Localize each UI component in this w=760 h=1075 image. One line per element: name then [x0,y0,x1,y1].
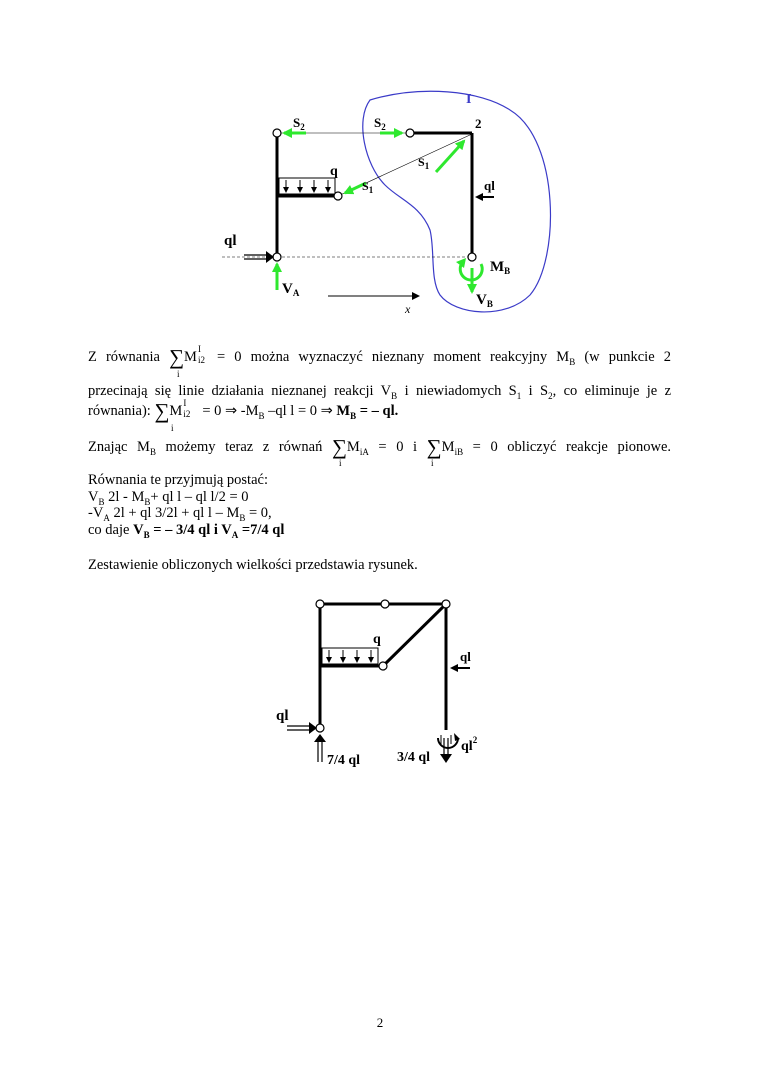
label-mb-value: $ql^2$ [461,735,478,754]
region-I-label: I [466,92,472,107]
label-vb: $V_B$ [476,292,493,309]
equation-2: $-V_A$ 2l + ql 3/2l + ql $l - M_B = 0$, [88,505,272,523]
hinge [273,253,281,261]
hinge [273,129,281,137]
hinge [334,192,342,200]
page-number: 2 [376,1015,384,1030]
hinge [379,662,387,670]
hinge [406,129,414,137]
hinge [442,600,450,608]
diagonal-strut [383,604,446,666]
label-va-value: 7/4 ql [327,753,361,768]
hinge [468,253,476,261]
label-ql-left: ql [276,708,289,724]
figure-free-body [0,0,760,330]
force-s1-right [436,141,464,172]
label-vb-value: 3/4 ql [397,750,431,765]
equations-block [88,472,671,538]
sum-index: i [431,458,434,468]
label-q: q [330,164,338,179]
region-I-boundary [363,91,551,312]
equation-1: $V_B$ $2l - M_B+$ ql l – ql l/2 = 0 [88,488,249,507]
label-ql-left: ql [224,233,237,249]
label-x-axis: x [405,302,411,316]
label-node-2: 2 [475,116,482,131]
equations-intro: Równania te przyjmują postać: [88,472,268,488]
paragraph-4: Znając $M_B$ możemy teraz z równań $\sum M_{iA} = 0$ i $\sum M_{iB} = 0$ obliczyć reakcje pionowe. [88,435,672,459]
figure-summary [0,580,760,780]
summary-text: Zestawienie obliczonych wielkości przedstawia rysunek. [88,557,418,573]
label-s2-right: $S_2$ [374,115,386,132]
distributed-load-q [279,178,335,194]
label-va: $V_A$ [282,281,300,298]
hinge [381,600,389,608]
label-ql-right: ql [460,649,471,664]
hinge [316,600,324,608]
force-va-result [314,734,326,762]
hinge [316,724,324,732]
label-s2-left: $S_2$ [293,115,305,132]
equation-result: co daje $V_B$ = – 3/4 ql i $V_A =7/4$ ql [88,521,285,540]
force-ql-left [287,722,317,734]
moment-mb-result [438,733,460,748]
label-ql-right: ql [484,178,495,193]
label-mb: $M_B$ [490,259,511,276]
sum-index: i [339,458,342,468]
label-s1-right: $S_1$ [418,155,430,171]
distributed-load-q [322,648,378,664]
paragraph-2: przecinają się linie działania nieznanej reakcji $V_B$ i niewiadomych $S_1$ i $S_2$, co eliminuje je z [88,383,672,401]
paragraph-3: równania): ∑M I i2 = 0 ⇒ $-M_B$ –ql l = 0 ⇒ $M_B$ = – ql. [88,398,399,423]
sum-index: i [177,369,180,379]
label-s1-left: $S_1$ [362,179,374,195]
paragraph-1: Z równania ∑M I i2 = 0 można wyznaczyć nieznany moment reakcyjny $M_B$ (w punkcie 2 [88,344,672,369]
label-q: q [373,632,381,647]
sum-index: i [171,423,174,433]
force-vb-result [440,738,452,763]
